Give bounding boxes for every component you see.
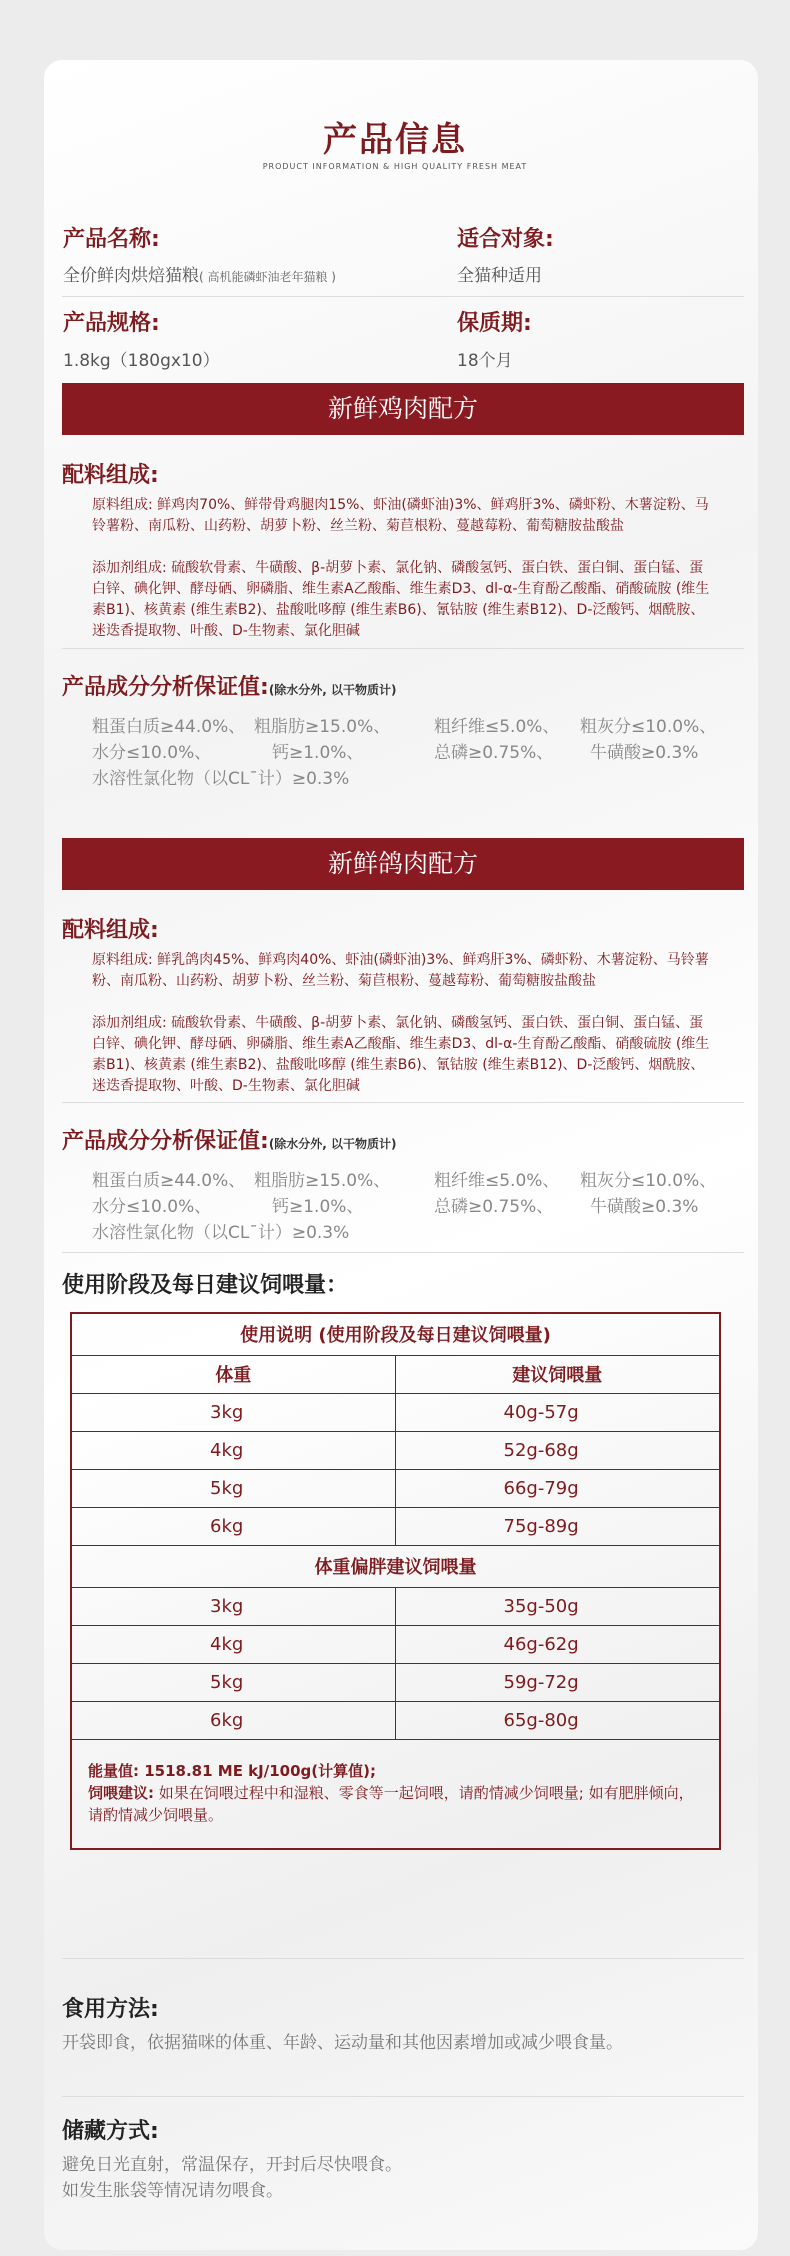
- amount-header: 建议饲喂量: [395, 1355, 720, 1393]
- eating-method-title: 食用方法:: [62, 1997, 159, 2022]
- amount-cell: 46g-62g: [395, 1625, 720, 1663]
- pigeon-formula-banner: 新鲜鸽肉配方: [62, 838, 744, 890]
- table-row: [71, 1587, 720, 1625]
- energy-value: 能量值: 1518.81 ME kJ/100g(计算值);: [88, 1761, 376, 1780]
- chicken-additives-text: 添加剂组成: 硫酸软骨素、牛磺酸、β-胡萝卜素、氯化钠、磷酸氢钙、蛋白铁、蛋白铜、蛋白锰、蛋白锌、碘化钾、酵母硒、卵磷脂、维生素A乙酸酯、维生素D3、dl-α-生育酚乙酸酯、硝酸硫胺 (维生素B1)、核黄素 (维生素B2)、盐酸吡哆醇 (维生素B6)、氰钴胺 (维生素B12)、D-泛酸钙、烟酰胺、迷迭香提取物、叶酸、D-生物素、氯化胆碱: [92, 560, 710, 639]
- moisture-value: 水分≤10.0%、: [92, 743, 212, 763]
- weight-cell: 5kg: [71, 1663, 395, 1701]
- chloride-value: 水溶性氯化物（以CL¯计）≥0.3%: [92, 769, 350, 789]
- advice-text: 如果在饲喂过程中和湿粮、零食等一起饲喂，请酌情减少饲喂量; 如有肥胖倾向，请酌情减少饲喂量。: [88, 1783, 694, 1824]
- amount-cell: 52g-68g: [395, 1431, 720, 1469]
- product-name-note: ( 高机能磷虾油老年猫粮 ): [199, 270, 336, 284]
- spec-label: 产品规格:: [63, 311, 160, 336]
- overweight-title-row: [71, 1545, 720, 1587]
- fat-value: 粗脂肪≥15.0%、: [254, 1171, 391, 1191]
- target-value: 全猫种适用: [457, 266, 542, 286]
- pigeon-analysis-heading: 产品成分分析保证值:: [62, 1129, 269, 1154]
- amount-cell: 35g-50g: [395, 1587, 720, 1625]
- page-subtitle: PRODUCT INFORMATION & HIGH QUALITY FRESH MEAT: [262, 162, 528, 171]
- storage-line-1: 避免日光直射，常温保存，开封后尽快喂食。: [62, 2155, 402, 2175]
- product-name-label: 产品名称:: [63, 227, 160, 252]
- table-row: [71, 1663, 720, 1701]
- table-row: [71, 1393, 720, 1431]
- amount-cell: 40g-57g: [395, 1393, 720, 1431]
- weight-cell: 3kg: [71, 1393, 395, 1431]
- target-label: 适合对象:: [457, 227, 554, 252]
- ash-value: 粗灰分≤10.0%、: [580, 717, 717, 737]
- table-header-row: [71, 1355, 720, 1393]
- fat-value: 粗脂肪≥15.0%、: [254, 717, 391, 737]
- table-row: [71, 1431, 720, 1469]
- pigeon-analysis-note: (除水分外, 以干物质计): [268, 1137, 397, 1151]
- weight-cell: 4kg: [71, 1431, 395, 1469]
- divider: [62, 648, 744, 649]
- divider: [62, 1252, 744, 1253]
- taurine-value: 牛磺酸≥0.3%: [590, 743, 699, 763]
- amount-cell: 59g-72g: [395, 1663, 720, 1701]
- chicken-analysis-heading: 产品成分分析保证值:: [62, 675, 269, 700]
- protein-value: 粗蛋白质≥44.0%、: [92, 717, 246, 737]
- phosphorus-value: 总磷≥0.75%、: [434, 1197, 554, 1217]
- protein-value: 粗蛋白质≥44.0%、: [92, 1171, 246, 1191]
- pigeon-ingredients-text: 原料组成: 鲜乳鸽肉45%、鲜鸡肉40%、虾油(磷虾油)3%、鲜鸡肝3%、磷虾粉、木薯淀粉、马铃薯粉、南瓜粉、山药粉、胡萝卜粉、丝兰粉、菊苣根粉、蔓越莓粉、葡萄糖胺盐酸盐: [92, 952, 709, 989]
- calcium-value: 钙≥1.0%、: [272, 743, 364, 763]
- weight-cell: 6kg: [71, 1507, 395, 1545]
- table-row: [71, 1625, 720, 1663]
- overweight-title: 体重偏胖建议饲喂量: [71, 1545, 720, 1587]
- table-title: 使用说明 (使用阶段及每日建议饲喂量): [71, 1313, 720, 1355]
- divider: [62, 2096, 744, 2097]
- divider: [62, 1958, 744, 1959]
- chicken-formula-banner: 新鲜鸡肉配方: [62, 383, 744, 435]
- taurine-value: 牛磺酸≥0.3%: [590, 1197, 699, 1217]
- divider: [62, 296, 744, 297]
- table-row: [71, 1469, 720, 1507]
- storage-line-2: 如发生胀袋等情况请勿喂食。: [62, 2181, 283, 2201]
- table-title-row: [71, 1313, 720, 1355]
- feeding-table: [70, 1312, 721, 1850]
- shelf-life-value: 18个月: [457, 351, 513, 371]
- pigeon-ingredients-title: 配料组成:: [62, 918, 159, 943]
- chloride-value: 水溶性氯化物（以CL¯计）≥0.3%: [92, 1223, 350, 1243]
- notes-cell: [71, 1739, 720, 1849]
- usage-title: 使用阶段及每日建议饲喂量：: [62, 1273, 349, 1298]
- amount-cell: 66g-79g: [395, 1469, 720, 1507]
- pigeon-analysis-title: [62, 1124, 397, 1155]
- chicken-ingredients-text: 原料组成: 鲜鸡肉70%、鲜带骨鸡腿肉15%、虾油(磷虾油)3%、鲜鸡肝3%、磷虾粉、木薯淀粉、马铃薯粉、南瓜粉、山药粉、胡萝卜粉、丝兰粉、菊苣根粉、蔓越莓粉、葡萄糖胺盐酸盐: [92, 497, 709, 534]
- amount-cell: 65g-80g: [395, 1701, 720, 1739]
- table-row: [71, 1507, 720, 1545]
- pigeon-additives-text: 添加剂组成: 硫酸软骨素、牛磺酸、β-胡萝卜素、氯化钠、磷酸氢钙、蛋白铁、蛋白铜、蛋白锰、蛋白锌、碘化钾、酵母硒、卵磷脂、维生素A乙酸酯、维生素D3、dl-α-生育酚乙酸酯、硝酸硫胺 (维生素B1)、核黄素 (维生素B2)、盐酸吡哆醇 (维生素B6)、氰钴胺 (维生素B12)、D-泛酸钙、烟酰胺、迷迭香提取物、叶酸、D-生物素、氯化胆碱: [92, 1015, 710, 1094]
- chicken-analysis-title: [62, 670, 397, 701]
- weight-cell: 6kg: [71, 1701, 395, 1739]
- fiber-value: 粗纤维≤5.0%、: [434, 717, 560, 737]
- shelf-life-label: 保质期:: [457, 311, 532, 336]
- chicken-ingredients-title: 配料组成:: [62, 463, 159, 488]
- moisture-value: 水分≤10.0%、: [92, 1197, 212, 1217]
- fiber-value: 粗纤维≤5.0%、: [434, 1171, 560, 1191]
- weight-header: 体重: [71, 1355, 395, 1393]
- feeding-advice: [88, 1782, 705, 1826]
- notes-row: [71, 1739, 720, 1849]
- product-name-value: [63, 261, 336, 286]
- table-row: [71, 1701, 720, 1739]
- chicken-analysis-note: (除水分外, 以干物质计): [268, 683, 397, 697]
- phosphorus-value: 总磷≥0.75%、: [434, 743, 554, 763]
- weight-cell: 5kg: [71, 1469, 395, 1507]
- ash-value: 粗灰分≤10.0%、: [580, 1171, 717, 1191]
- weight-cell: 3kg: [71, 1587, 395, 1625]
- amount-cell: 75g-89g: [395, 1507, 720, 1545]
- page-title: 产品信息: [323, 120, 467, 160]
- eating-method-text: 开袋即食，依据猫咪的体重、年龄、运动量和其他因素增加或减少喂食量。: [62, 2033, 623, 2053]
- product-name-text: 全价鲜肉烘焙猫粮: [63, 266, 199, 286]
- spec-value: 1.8kg（180gx10）: [63, 351, 220, 371]
- weight-cell: 4kg: [71, 1625, 395, 1663]
- divider: [62, 1102, 744, 1103]
- calcium-value: 钙≥1.0%、: [272, 1197, 364, 1217]
- advice-label: 饲喂建议:: [88, 1783, 154, 1802]
- storage-title: 储藏方式:: [62, 2119, 159, 2144]
